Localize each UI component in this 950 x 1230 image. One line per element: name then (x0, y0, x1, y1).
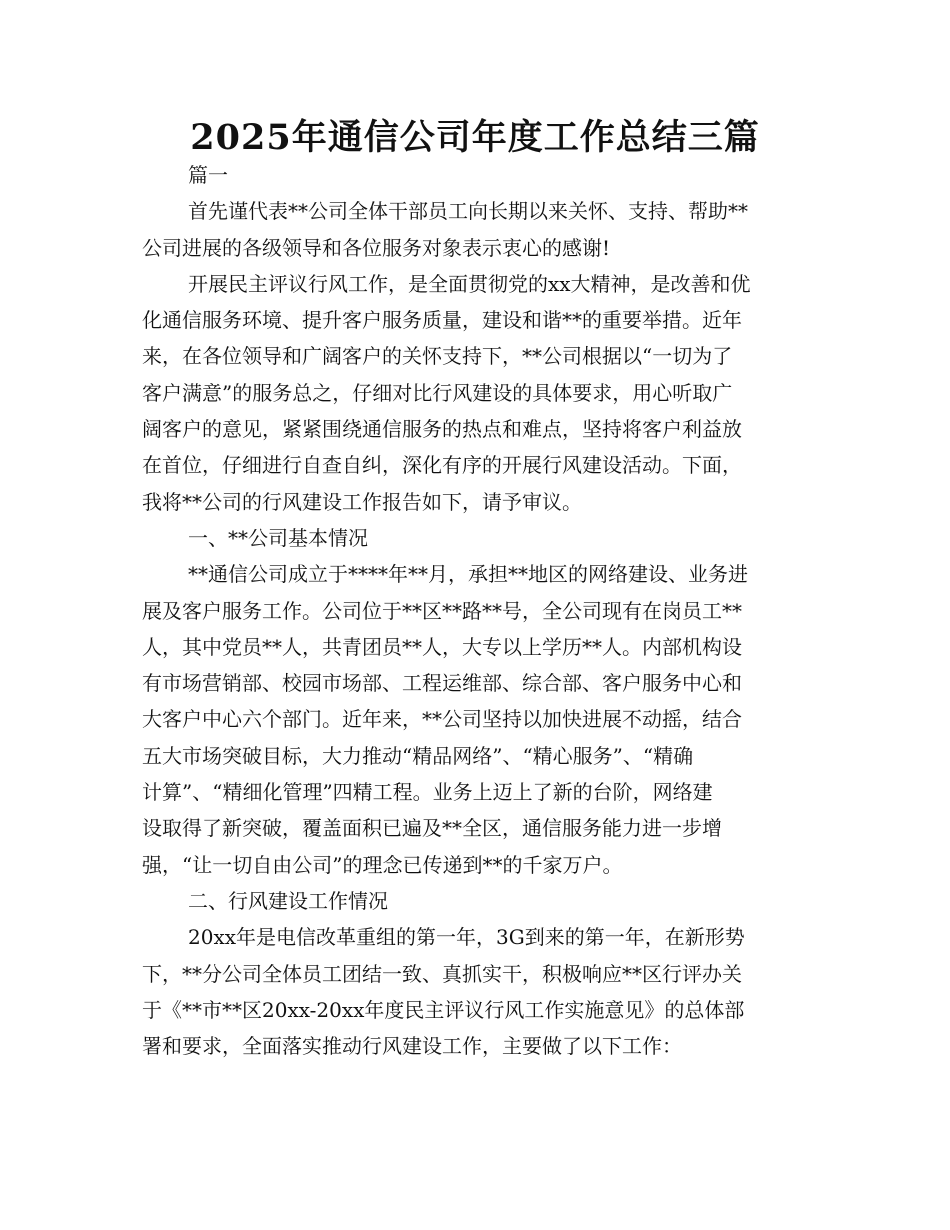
paragraph-line: 强，“让一切自由公司”的理念已传递到**的千家万户。 (142, 852, 623, 877)
paragraph-line: 20xx年是电信改革重组的第一年，3G到来的第一年，在新形势 (188, 925, 745, 950)
section-heading-part-one: 篇一 (188, 163, 228, 187)
paragraph-line: 设取得了新突破，覆盖面积已遍及**全区，通信服务能力进一步增 (142, 816, 722, 841)
paragraph-line: 人，其中党员**人，共青团员**人，大专以上学历**人。内部机构设 (142, 634, 742, 659)
paragraph-line: 于《**市**区20xx-20xx年度民主评议行风工作实施意见》的总体部 (142, 997, 745, 1022)
paragraph-line: 署和要求，全面落实推动行风建设工作，主要做了以下工作： (142, 1034, 682, 1059)
paragraph-line: 阔客户的意见，紧紧围绕通信服务的热点和难点，坚持将客户利益放 (142, 417, 742, 442)
paragraph-line: 我将**公司的行风建设工作报告如下，请予审议。 (142, 489, 582, 514)
paragraph-line: 来，在各位领导和广阔客户的关怀支持下，**公司根据以“一切为了 (142, 344, 733, 369)
document-body (142, 157, 822, 1064)
paragraph-line: 在首位，仔细进行自查自纠，深化有序的开展行风建设活动。下面， (142, 453, 742, 478)
paragraph-line: 开展民主评议行风工作，是全面贯彻党的xx大精神，是改善和优 (188, 271, 751, 296)
paragraph-line: 大客户中心六个部门。近年来，**公司坚持以加快进展不动摇，结合 (142, 707, 742, 732)
paragraph-line: 展及客户服务工作。公司位于**区**路**号，全公司现有在岗员工** (142, 598, 742, 623)
paragraph-line: 客户满意”的服务总之，仔细对比行风建设的具体要求，用心听取广 (142, 380, 733, 405)
paragraph-line: 有市场营销部、校园市场部、工程运维部、综合部、客户服务中心和 (142, 671, 742, 696)
paragraph-line: 公司进展的各级领导和各位服务对象表示衷心的感谢! (142, 235, 611, 260)
paragraph-line: 五大市场突破目标，大力推动“精品网络”、“精心服务”、“精确 (142, 743, 694, 768)
paragraph-line: 计算”、“精细化管理”四精工程。业务上迈上了新的台阶，网络建 (142, 780, 713, 805)
paragraph-line: 化通信服务环境、提升客户服务质量，建设和谐**的重要举措。近年 (142, 308, 742, 333)
paragraph-line: 下，**分公司全体员工团结一致、真抓实干，积极响应**区行评办关 (142, 961, 742, 986)
paragraph-line: 首先谨代表**公司全体干部员工向长期以来关怀、支持、帮助** (188, 199, 748, 224)
document-title: 2025年通信公司年度工作总结三篇 (190, 117, 760, 158)
paragraph-line: **通信公司成立于****年**月，承担**地区的网络建设、业务进 (188, 562, 748, 587)
section-heading: 二、行风建设工作情况 (188, 888, 388, 913)
section-heading: 一、**公司基本情况 (188, 525, 368, 550)
